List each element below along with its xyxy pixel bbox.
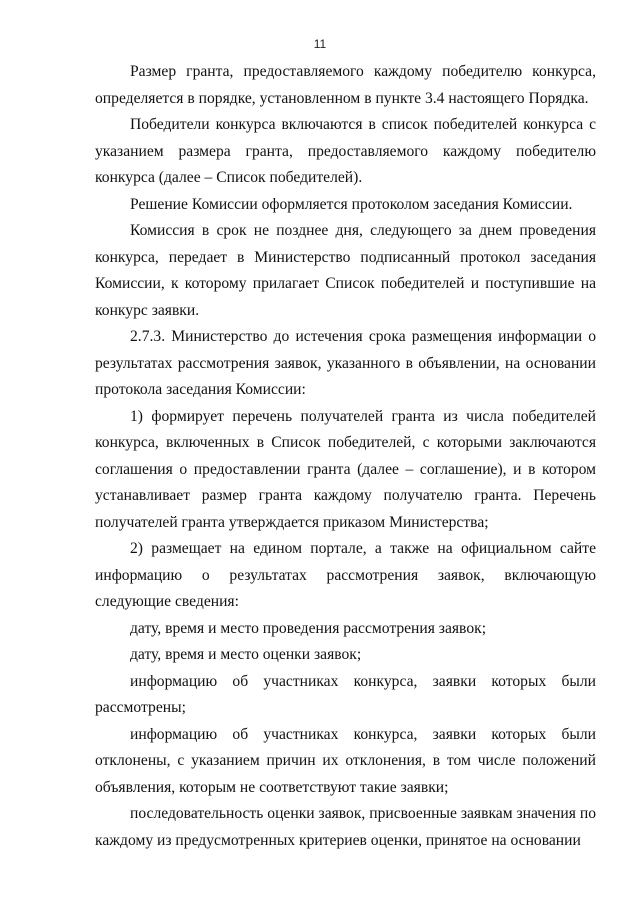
paragraph-info-evaluation-sequence: последовательность оценки заявок, присвоенные заявкам значения по каждому из предусмотренных критериев оценки, принятое на основании	[95, 805, 596, 849]
paragraph-item-1: 1) формирует перечень получателей гранта из числа победителей конкурса, включенных в Список победителей, с которыми заключаются соглашения о предоставлении гранта (далее – соглашение), и в котором устанавливает размер гранта каждому получателю гранта. Перечень получателей гранта утверждается приказом Министерства;	[95, 407, 596, 531]
paragraph-commission-transfer: Комиссия в срок не позднее дня, следующего за днем проведения конкурса, передает в Министерство подписанный протокол заседания Комиссии, к которому прилагает Список победителей и поступившие на конкурс заявки.	[95, 222, 596, 319]
paragraph-info-review-date: дату, время и место проведения рассмотрения заявок;	[130, 619, 487, 637]
paragraph-grant-size: Размер гранта, предоставляемого каждому победителю конкурса, определяется в порядке, установленном в пункте 3.4 настоящего Порядка.	[95, 63, 596, 107]
paragraph-info-reviewed-participants: информацию об участниках конкурса, заявки которых были рассмотрены;	[95, 672, 596, 716]
paragraph-commission-decision: Решение Комиссии оформляется протоколом заседания Комиссии.	[130, 195, 573, 213]
paragraph-item-2: 2) размещает на едином портале, а также на официальном сайте информацию о результатах рассмотрения заявок, включающую следующие сведения:	[95, 540, 596, 610]
paragraph-winners-list: Победители конкурса включаются в список победителей конкурса с указанием размера гранта, предоставляемого каждому победителю конкурса (далее – Список победителей).	[95, 116, 596, 186]
paragraph-info-rejected-participants: информацию об участниках конкурса, заявки которых были отклонены, с указанием причин их отклонения, в том числе положений объявления, которым не соответствуют такие заявки;	[95, 725, 596, 796]
document-body	[95, 59, 596, 854]
page-number: 11	[313, 37, 327, 51]
paragraph-section-2-7-3: 2.7.3. Министерство до истечения срока размещения информации о результатах рассмотрения заявок, указанного в объявлении, на основании протокола заседания Комиссии:	[95, 328, 596, 398]
paragraph-info-evaluation-date: дату, время и место оценки заявок;	[130, 646, 362, 663]
